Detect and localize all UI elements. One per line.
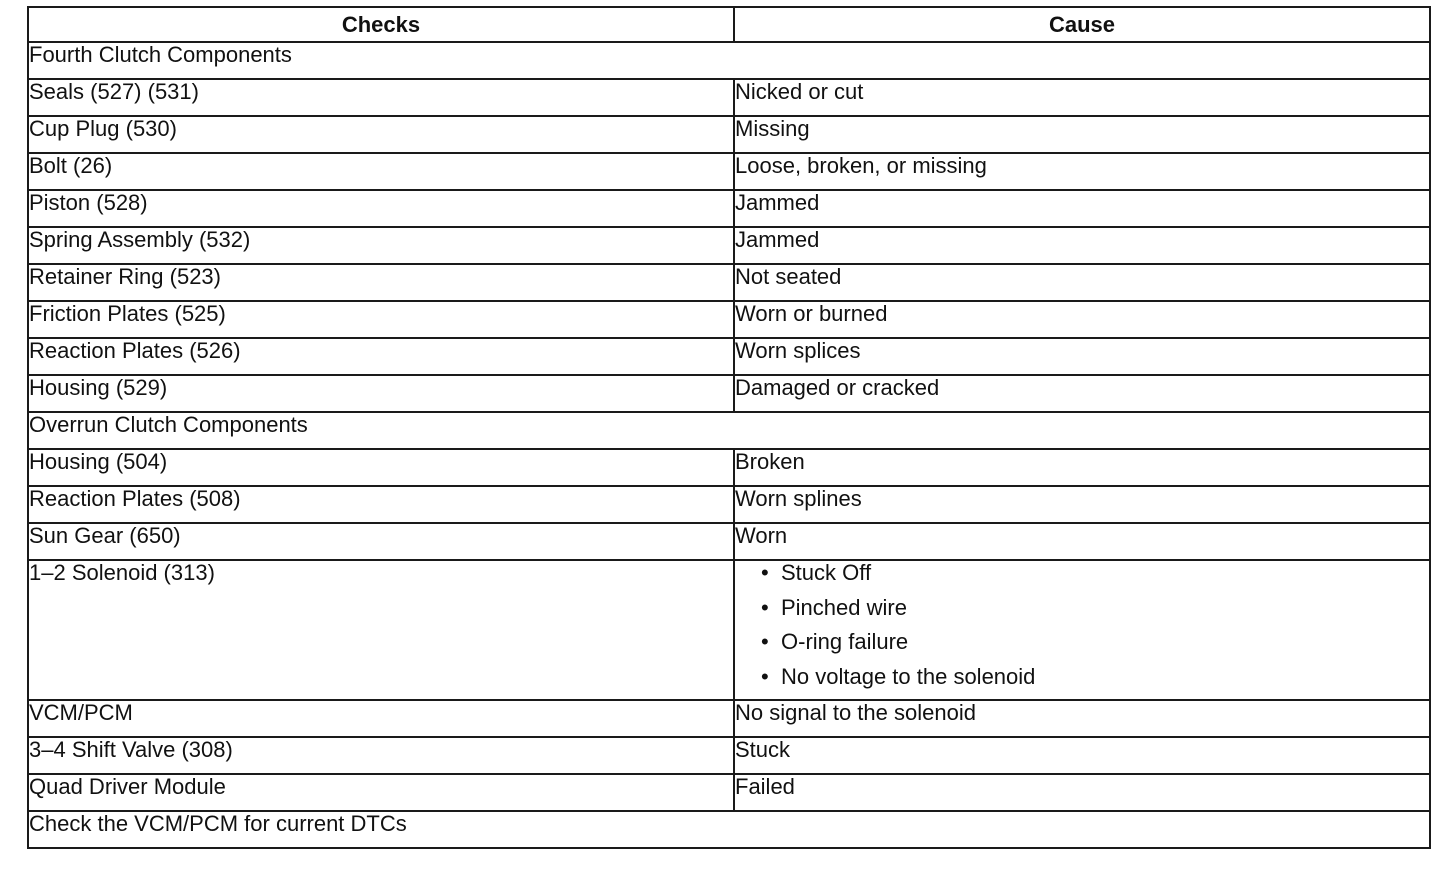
bullet-icon: • xyxy=(761,560,769,585)
cause-cell: Worn xyxy=(734,523,1430,560)
table-row xyxy=(28,486,1430,523)
cause-cell: Nicked or cut xyxy=(734,79,1430,116)
cause-cell: Jammed xyxy=(734,190,1430,227)
check-cell: Seals (527) (531) xyxy=(28,79,734,116)
table-row xyxy=(28,338,1430,375)
check-cell: Quad Driver Module xyxy=(28,774,734,811)
check-cell: Retainer Ring (523) xyxy=(28,264,734,301)
header-cause: Cause xyxy=(734,7,1430,42)
table-row xyxy=(28,449,1430,486)
cause-list-cell xyxy=(734,560,1430,700)
check-cell: 3–4 Shift Valve (308) xyxy=(28,737,734,774)
check-cell: Piston (528) xyxy=(28,190,734,227)
footer-row xyxy=(28,811,1430,848)
list-item-text: No voltage to the solenoid xyxy=(781,663,1036,689)
table-row xyxy=(28,301,1430,338)
header-checks: Checks xyxy=(28,7,734,42)
table-row xyxy=(28,375,1430,412)
check-cell: Reaction Plates (508) xyxy=(28,486,734,523)
check-cell: 1–2 Solenoid (313) xyxy=(28,560,734,700)
header-row xyxy=(28,7,1430,42)
cause-cell: Worn splices xyxy=(734,338,1430,375)
list-item xyxy=(735,596,1429,631)
table-row xyxy=(28,700,1430,737)
cause-cell: Worn or burned xyxy=(734,301,1430,338)
check-cell: Sun Gear (650) xyxy=(28,523,734,560)
cause-cell: Worn splines xyxy=(734,486,1430,523)
table-row xyxy=(28,79,1430,116)
table-row xyxy=(28,264,1430,301)
list-item xyxy=(735,561,1429,596)
check-cell: Reaction Plates (526) xyxy=(28,338,734,375)
check-cell: Friction Plates (525) xyxy=(28,301,734,338)
table-row xyxy=(28,116,1430,153)
table-row xyxy=(28,190,1430,227)
table-row xyxy=(28,153,1430,190)
section-title-fourth-clutch: Fourth Clutch Components xyxy=(28,42,1430,79)
table-row xyxy=(28,774,1430,811)
section-title-overrun-clutch: Overrun Clutch Components xyxy=(28,412,1430,449)
cause-cell: Failed xyxy=(734,774,1430,811)
check-cell: Spring Assembly (532) xyxy=(28,227,734,264)
cause-bullet-list xyxy=(735,561,1429,699)
section-row xyxy=(28,42,1430,79)
table-row xyxy=(28,227,1430,264)
list-item xyxy=(735,665,1429,700)
check-cell: VCM/PCM xyxy=(28,700,734,737)
table-row xyxy=(28,523,1430,560)
cause-cell: Missing xyxy=(734,116,1430,153)
cause-cell: Stuck xyxy=(734,737,1430,774)
cause-cell: Broken xyxy=(734,449,1430,486)
list-item-text: O-ring failure xyxy=(781,629,909,655)
cause-cell: Loose, broken, or missing xyxy=(734,153,1430,190)
cause-cell: Damaged or cracked xyxy=(734,375,1430,412)
diagnosis-table xyxy=(27,6,1431,849)
list-item-text: Pinched wire xyxy=(781,594,907,620)
footer-note: Check the VCM/PCM for current DTCs xyxy=(28,811,1430,848)
bullet-icon: • xyxy=(761,629,769,655)
check-cell: Housing (504) xyxy=(28,449,734,486)
list-item-text: Stuck Off xyxy=(781,560,872,585)
check-cell: Housing (529) xyxy=(28,375,734,412)
cause-cell: No signal to the solenoid xyxy=(734,700,1430,737)
bullet-icon: • xyxy=(761,663,769,689)
list-item xyxy=(735,630,1429,665)
table-row xyxy=(28,737,1430,774)
cause-cell: Jammed xyxy=(734,227,1430,264)
check-cell: Bolt (26) xyxy=(28,153,734,190)
bullet-icon: • xyxy=(761,594,769,620)
section-row xyxy=(28,412,1430,449)
check-cell: Cup Plug (530) xyxy=(28,116,734,153)
table-row xyxy=(28,560,1430,700)
cause-cell: Not seated xyxy=(734,264,1430,301)
